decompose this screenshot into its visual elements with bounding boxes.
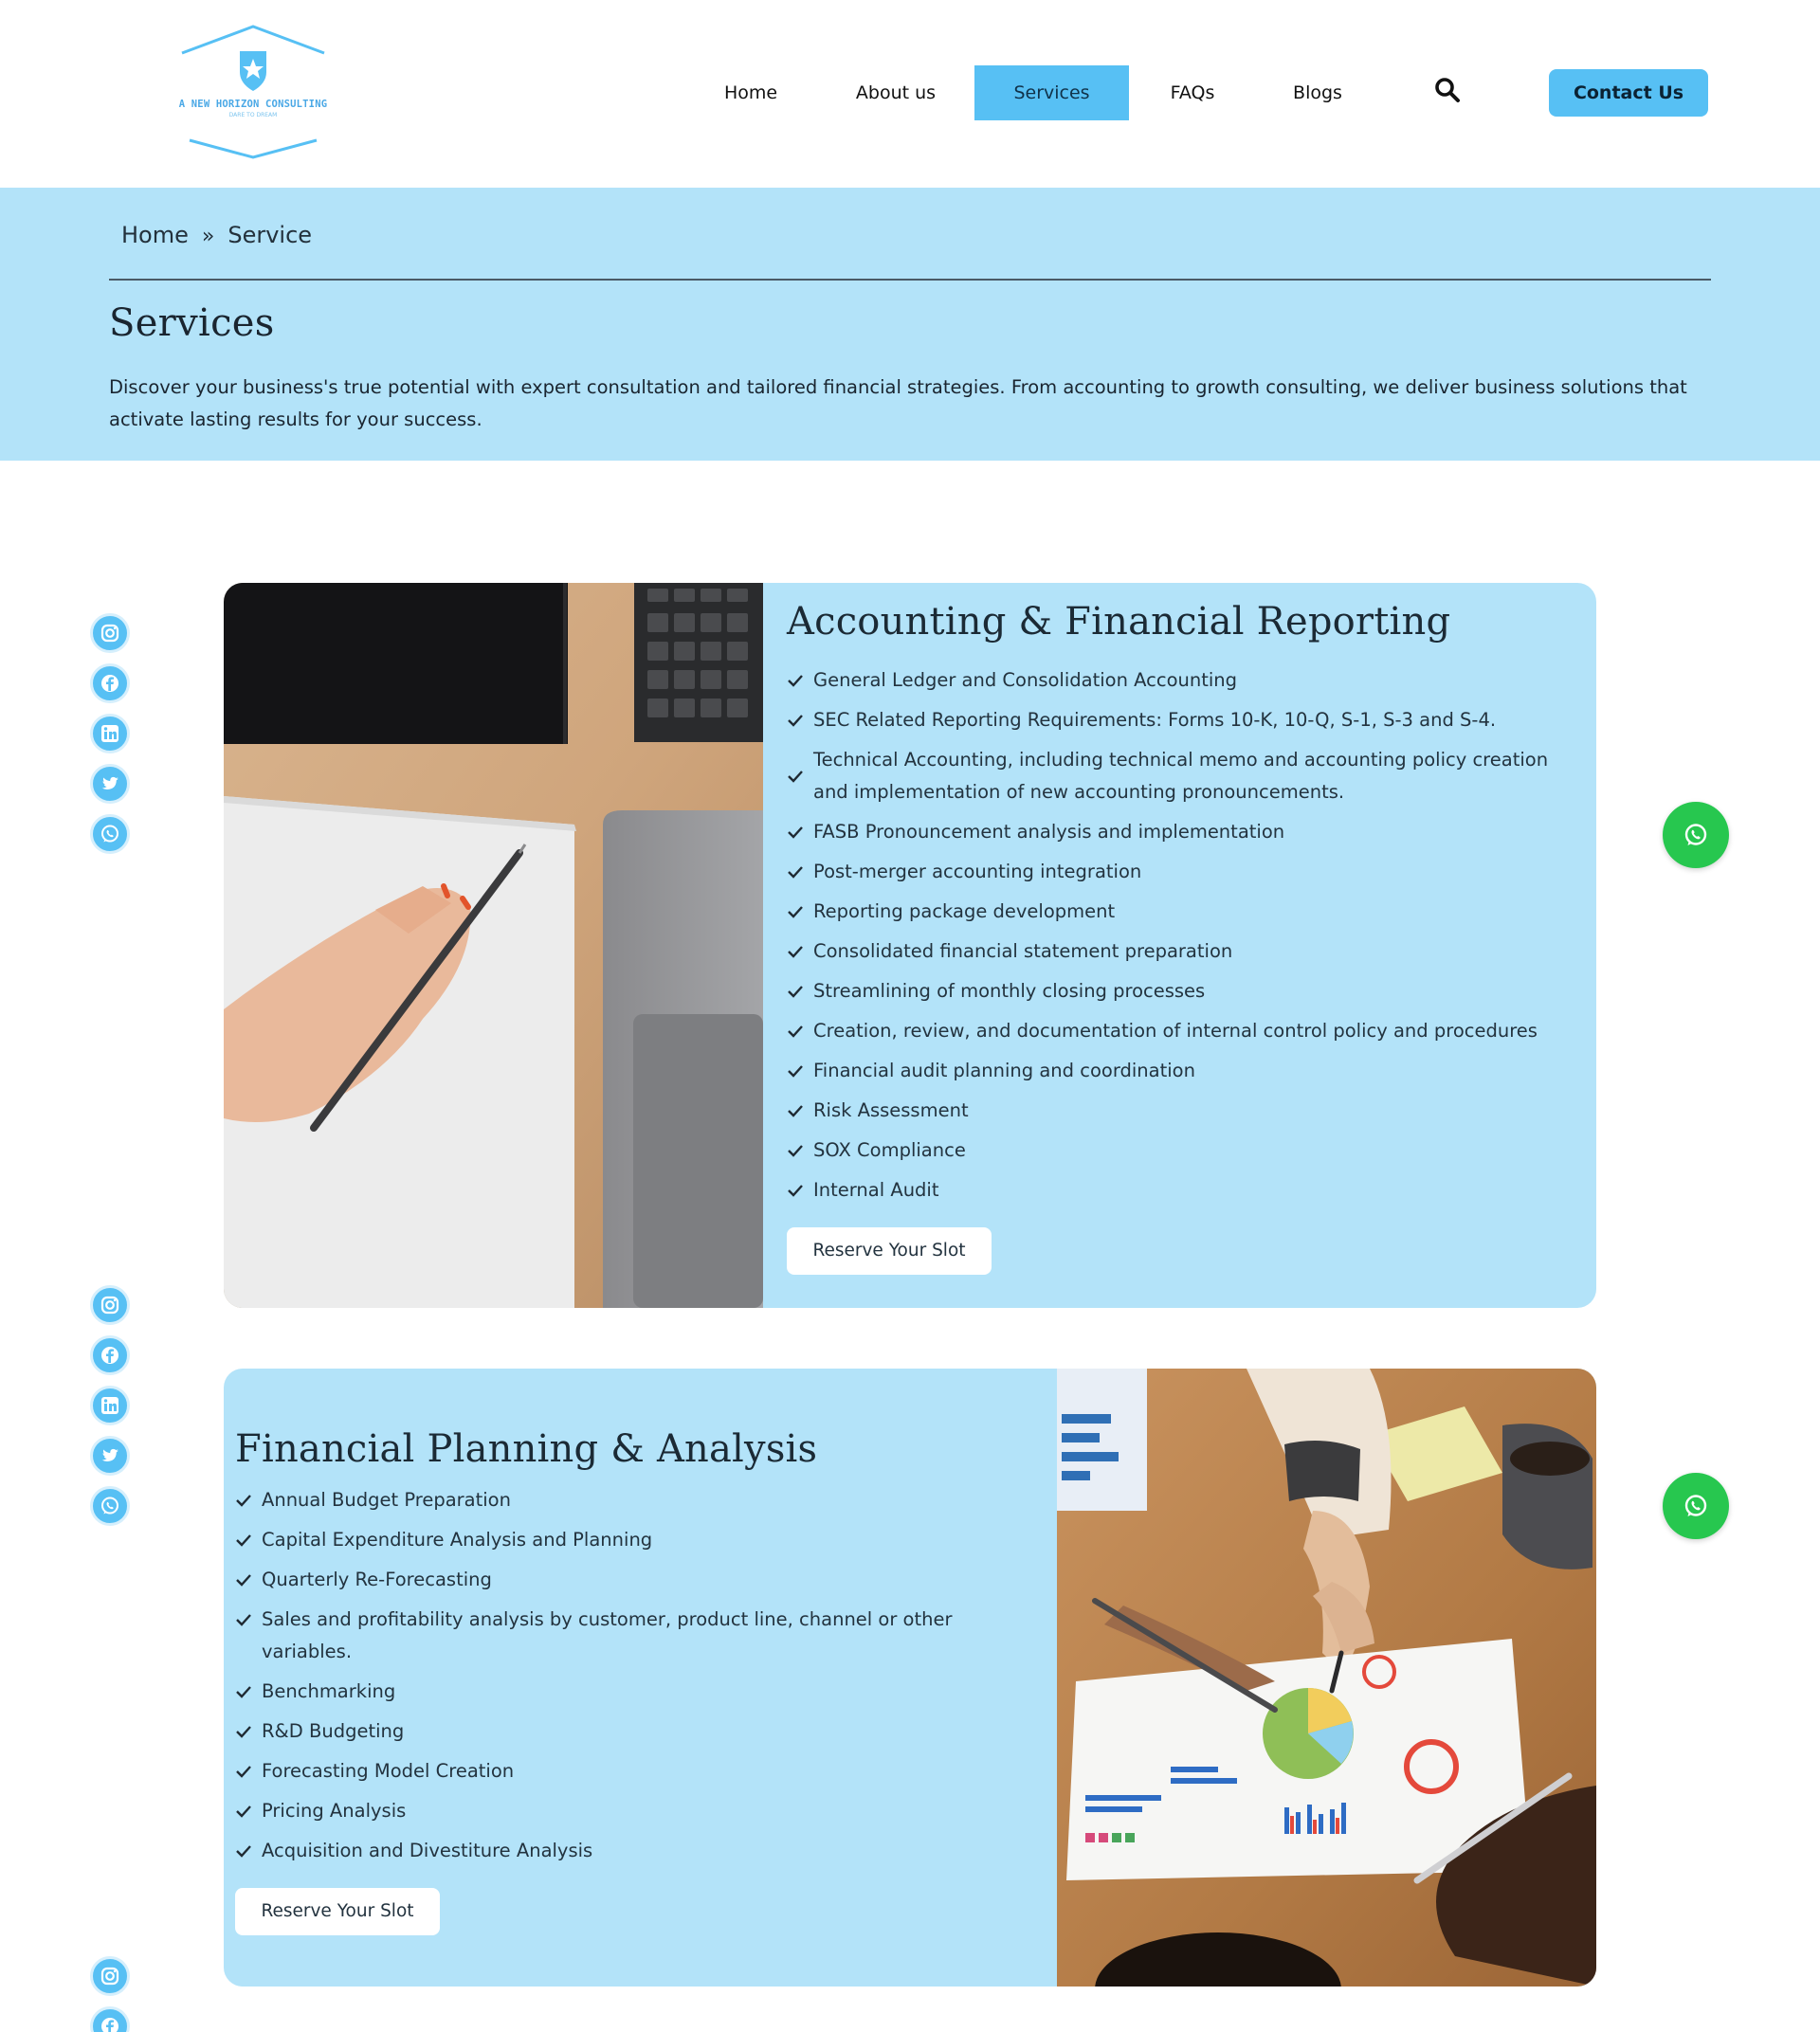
search-icon[interactable]	[1433, 76, 1462, 104]
logo-text: A NEW HORIZON CONSULTING	[178, 99, 328, 110]
list-item: General Ledger and Consolidation Accounting	[787, 664, 1574, 697]
check-icon	[235, 1795, 252, 1838]
nav-blogs[interactable]: Blogs	[1293, 82, 1342, 103]
twitter-icon[interactable]	[90, 1436, 130, 1476]
check-icon	[787, 816, 804, 859]
check-icon	[235, 1564, 252, 1606]
list-item: SEC Related Reporting Requirements: Forms 10-K, 10-Q, S-1, S-3 and S-4.	[787, 704, 1574, 736]
hero-divider	[109, 279, 1711, 281]
check-icon	[787, 935, 804, 978]
instagram-icon[interactable]	[90, 1956, 130, 1996]
check-icon	[235, 1715, 252, 1758]
list-item: Post-merger accounting integration	[787, 856, 1574, 888]
list-item: R&D Budgeting	[235, 1715, 1031, 1748]
linkedin-icon[interactable]	[90, 1386, 130, 1425]
list-item: FASB Pronouncement analysis and implementation	[787, 816, 1574, 848]
check-icon	[787, 975, 804, 1018]
instagram-icon[interactable]	[90, 613, 130, 653]
check-icon	[235, 1835, 252, 1878]
list-item: Capital Expenditure Analysis and Planning	[235, 1524, 1031, 1556]
facebook-icon[interactable]	[90, 2006, 130, 2032]
desk-writing-photo	[224, 583, 763, 1308]
check-icon	[787, 1055, 804, 1098]
check-icon	[235, 1604, 252, 1646]
whatsapp-icon	[1683, 822, 1709, 848]
check-icon	[787, 896, 804, 938]
whatsapp-chat-button[interactable]	[1663, 1473, 1729, 1539]
nav-home[interactable]: Home	[723, 82, 778, 103]
list-item: Internal Audit	[787, 1174, 1574, 1206]
list-item: Reporting package development	[787, 896, 1574, 928]
nav-faqs[interactable]: FAQs	[1170, 82, 1215, 103]
check-icon	[787, 1015, 804, 1058]
list-item: Financial audit planning and coordination	[787, 1055, 1574, 1087]
list-item: Benchmarking	[235, 1676, 1031, 1708]
whatsapp-icon	[1683, 1493, 1709, 1519]
list-item: Streamlining of monthly closing processes	[787, 975, 1574, 1007]
service-card-content	[235, 1427, 1031, 1935]
facebook-icon[interactable]	[90, 663, 130, 703]
breadcrumb	[121, 222, 321, 248]
reserve-slot-button[interactable]: Reserve Your Slot	[787, 1227, 992, 1275]
twitter-icon[interactable]	[90, 764, 130, 804]
company-logo[interactable]	[176, 23, 330, 163]
check-icon	[787, 760, 804, 803]
check-icon	[787, 1134, 804, 1177]
nav-about-us[interactable]: About us	[855, 82, 937, 103]
check-icon	[235, 1484, 252, 1527]
check-icon	[235, 1755, 252, 1798]
site-header	[0, 0, 1820, 188]
contact-us-button[interactable]: Contact Us	[1549, 69, 1708, 117]
service-list	[787, 664, 1574, 1206]
list-item: Pricing Analysis	[235, 1795, 1031, 1827]
meeting-charts-photo	[1057, 1369, 1596, 1987]
page-hero	[0, 188, 1820, 461]
service-card-fpa	[224, 1369, 1596, 1987]
breadcrumb-current: Service	[228, 222, 313, 248]
social-rail	[90, 1285, 130, 1536]
list-item: Quarterly Re-Forecasting	[235, 1564, 1031, 1596]
list-item: Acquisition and Divestiture Analysis	[235, 1835, 1031, 1867]
linkedin-icon[interactable]	[90, 714, 130, 753]
list-item: Sales and profitability analysis by customer, product line, channel or other variables.	[235, 1604, 1031, 1668]
whatsapp-icon[interactable]	[90, 1486, 130, 1526]
list-item: SOX Compliance	[787, 1134, 1574, 1167]
check-icon	[787, 856, 804, 898]
list-item: Technical Accounting, including technical memo and accounting policy creation and implementation of new accounting pronouncements.	[787, 744, 1574, 808]
check-icon	[787, 664, 804, 707]
breadcrumb-home-link[interactable]: Home	[121, 222, 189, 248]
facebook-icon[interactable]	[90, 1335, 130, 1375]
check-icon	[787, 1095, 804, 1137]
list-item: Creation, review, and documentation of internal control policy and procedures	[787, 1015, 1574, 1047]
page-title: Services	[109, 301, 275, 345]
instagram-icon[interactable]	[90, 1285, 130, 1325]
service-title: Accounting & Financial Reporting	[787, 600, 1451, 644]
list-item: Consolidated financial statement preparation	[787, 935, 1574, 968]
list-item: Forecasting Model Creation	[235, 1755, 1031, 1787]
nav-services[interactable]: Services	[974, 65, 1129, 120]
logo-shield-icon	[176, 23, 330, 163]
list-item: Risk Assessment	[787, 1095, 1574, 1127]
service-card-content	[787, 600, 1574, 1275]
social-rail	[90, 1956, 130, 2032]
service-title: Financial Planning & Analysis	[235, 1427, 818, 1471]
check-icon	[235, 1524, 252, 1567]
reserve-slot-button[interactable]: Reserve Your Slot	[235, 1888, 440, 1935]
list-item: Annual Budget Preparation	[235, 1484, 1031, 1516]
logo-tagline: DARE TO DREAM	[228, 112, 278, 118]
whatsapp-icon[interactable]	[90, 814, 130, 854]
check-icon	[787, 1174, 804, 1217]
service-list	[235, 1484, 1031, 1867]
whatsapp-chat-button[interactable]	[1663, 802, 1729, 868]
check-icon	[787, 704, 804, 747]
breadcrumb-separator: »	[201, 225, 215, 248]
service-card-accounting	[224, 583, 1596, 1308]
page-description: Discover your business's true potential with expert consultation and tailored financial strategies. From accounting to growth consulting, we deliver business solutions that activate lasting results for your success.	[109, 376, 1687, 430]
check-icon	[235, 1676, 252, 1718]
social-rail	[90, 613, 130, 864]
